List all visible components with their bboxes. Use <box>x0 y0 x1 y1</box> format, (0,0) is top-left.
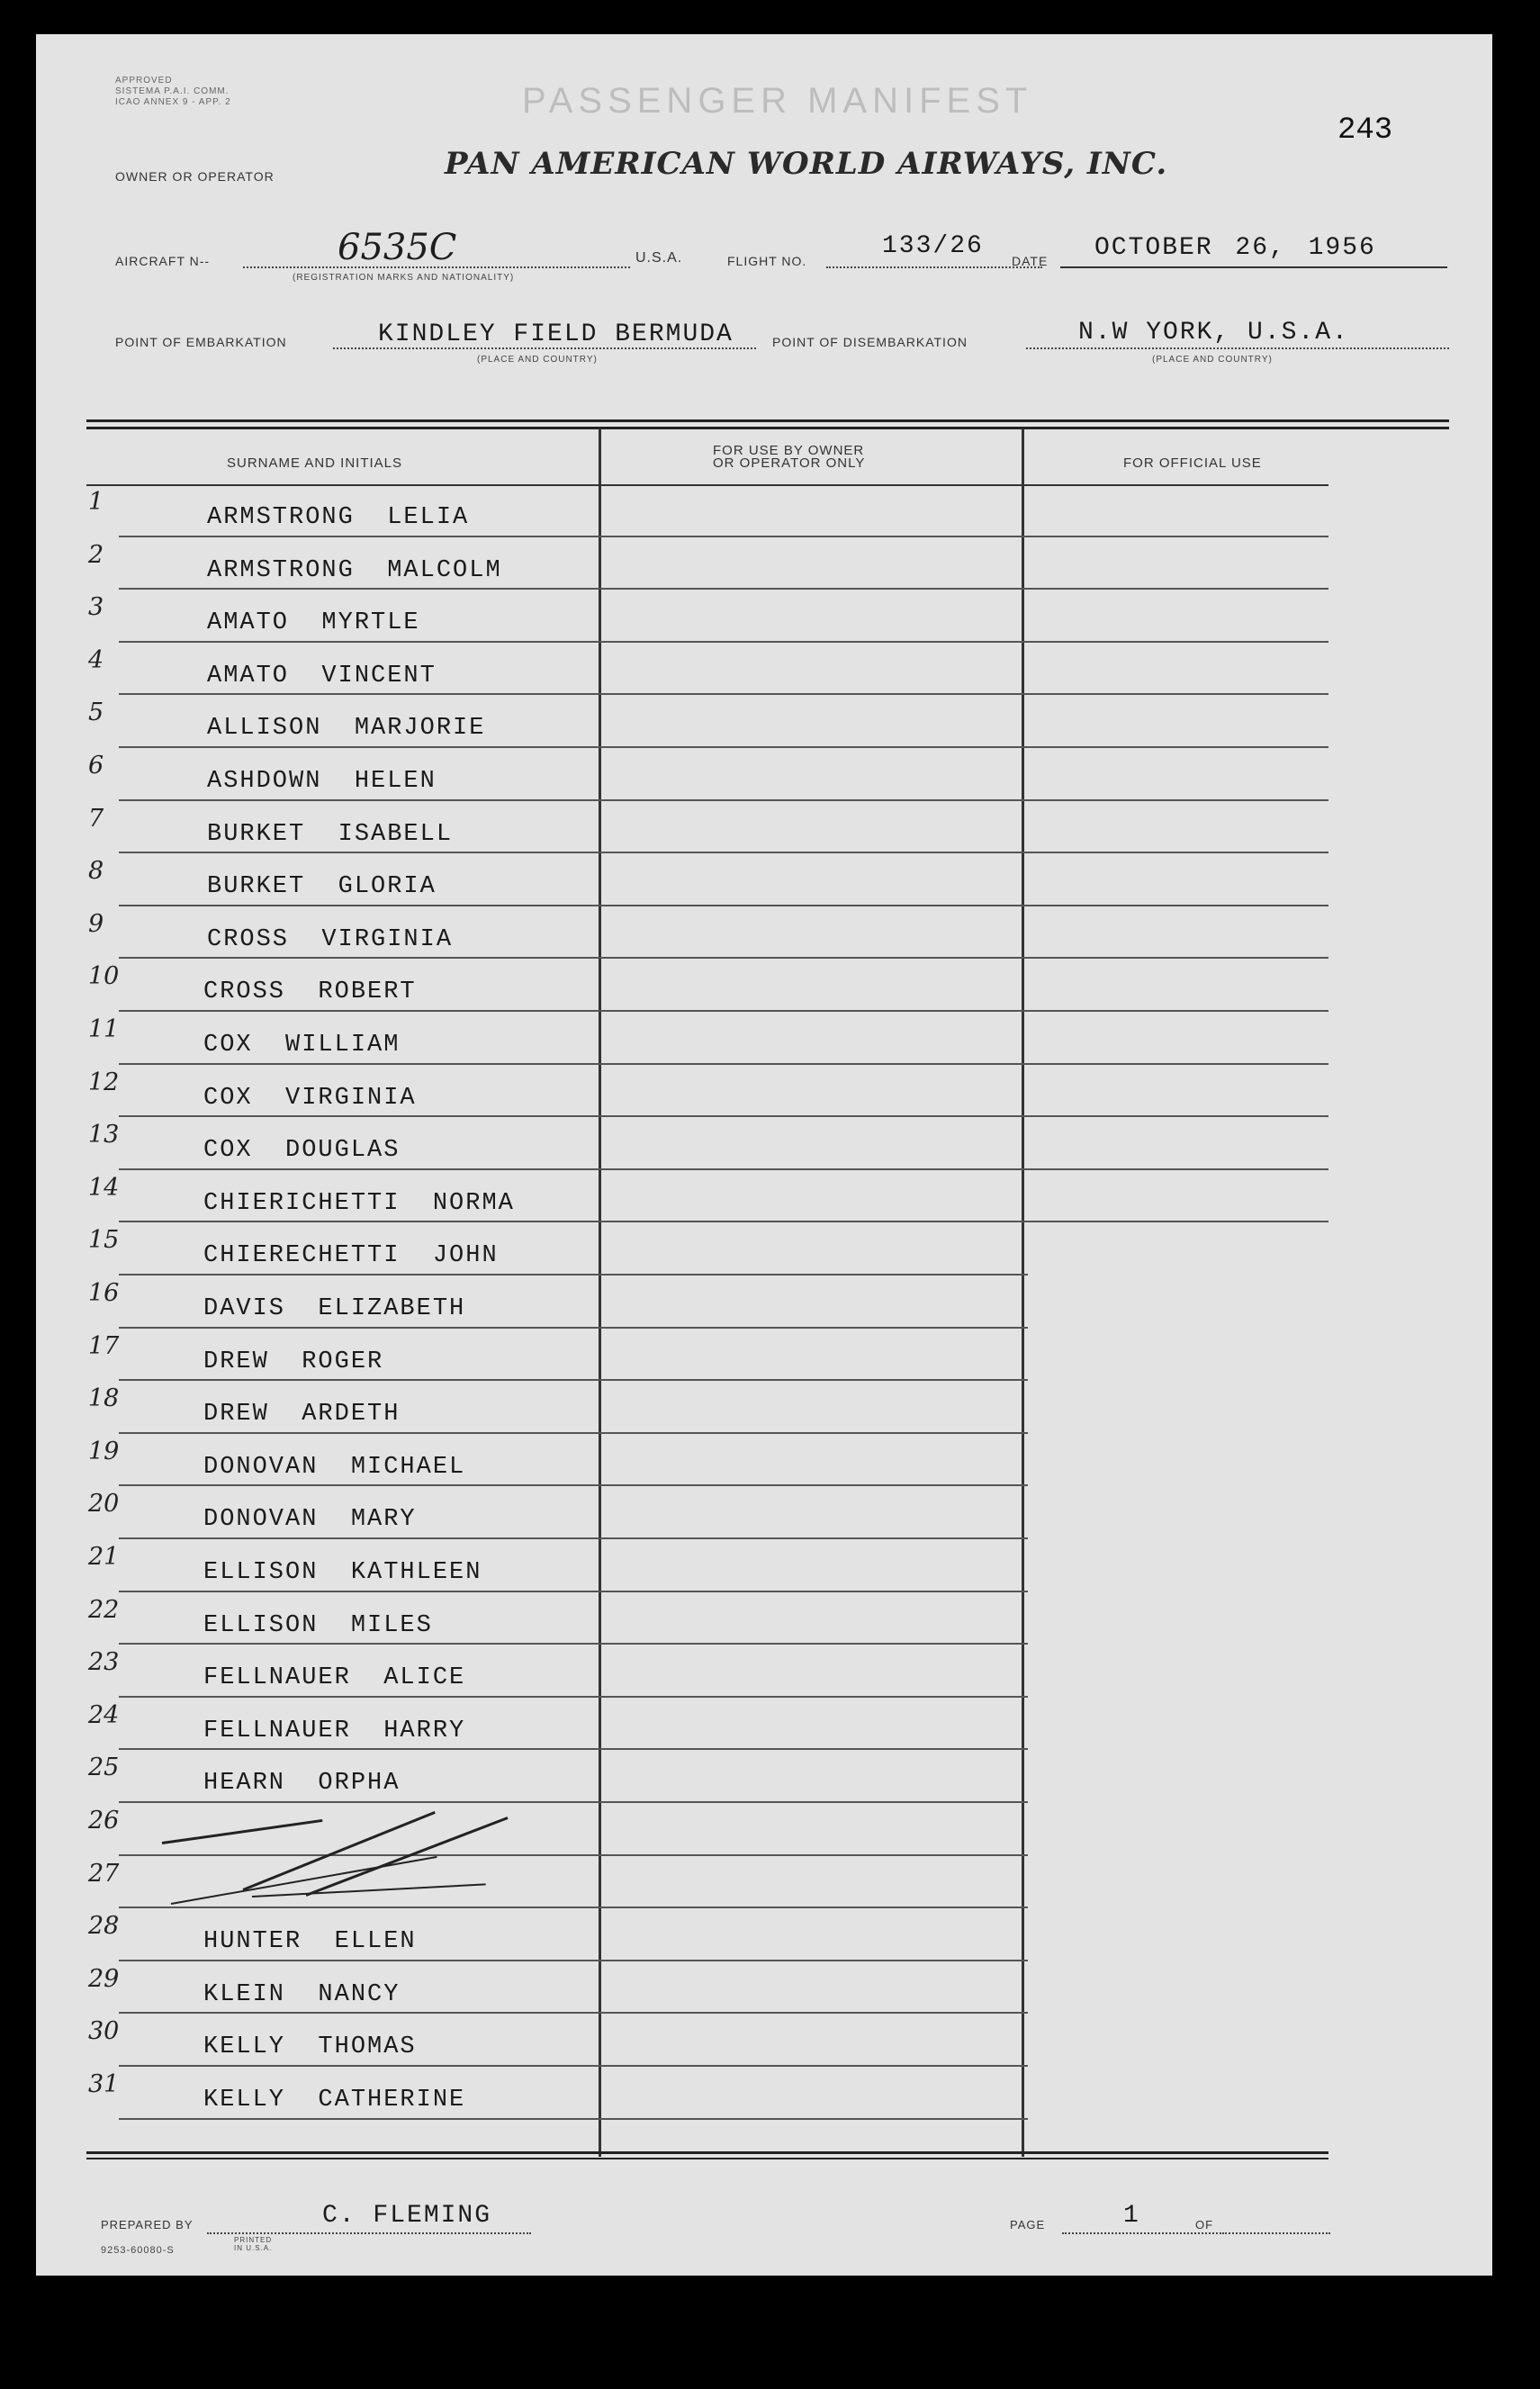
row-number: 24 <box>88 1700 120 1729</box>
passenger-name: FELLNAUER HARRY <box>203 1717 466 1744</box>
row-rule <box>119 2118 1028 2120</box>
row-number: 22 <box>88 1595 120 1624</box>
row-number: 27 <box>88 1859 120 1888</box>
row-rule <box>119 693 1328 695</box>
row-number: 26 <box>88 1807 120 1835</box>
row-rule <box>119 1696 1028 1698</box>
table-bottom-rule-2 <box>86 2158 1328 2159</box>
row-number: 9 <box>88 909 104 938</box>
passenger-name: COX VIRGINIA <box>203 1084 417 1112</box>
passenger-name: HEARN ORPHA <box>203 1770 401 1798</box>
row-number: 6 <box>88 752 104 780</box>
prepared-value: C. FLEMING <box>322 2202 492 2230</box>
row-number: 21 <box>88 1543 120 1571</box>
row-number: 11 <box>88 1015 120 1043</box>
row-rule <box>119 1274 1028 1276</box>
approval-stamp <box>115 76 231 108</box>
row-number: 3 <box>88 593 104 622</box>
row-number: 14 <box>88 1173 120 1202</box>
passenger-name: KELLY THOMAS <box>203 2033 417 2061</box>
date-label: DATE <box>1012 254 1049 268</box>
stamp-line-3: ICAO ANNEX 9 - APP. 2 <box>115 97 231 107</box>
row-rule <box>119 1432 1028 1434</box>
row-rule <box>119 1801 1028 1803</box>
passenger-name: ALLISON MARJORIE <box>207 715 486 743</box>
passenger-name: CHIERICHETTI NORMA <box>203 1189 515 1217</box>
passenger-name: COX DOUGLAS <box>203 1137 401 1165</box>
passenger-name: FELLNAUER ALICE <box>203 1664 466 1692</box>
row-rule <box>119 588 1328 590</box>
row-rule <box>119 957 1328 959</box>
stamp-line-2: SISTEMA P.A.I. COMM. <box>115 86 230 96</box>
col3-header: FOR OFFICIAL USE <box>1123 455 1262 471</box>
passenger-name: ELLISON KATHLEEN <box>203 1559 482 1586</box>
usa-label: U.S.A. <box>635 250 683 266</box>
passenger-name: BURKET GLORIA <box>207 873 437 901</box>
passenger-name: DREW ARDETH <box>203 1401 401 1429</box>
row-number: 23 <box>88 1648 120 1677</box>
stamp-line-1: APPROVED <box>115 76 173 86</box>
passenger-name: CROSS VIRGINIA <box>207 925 454 953</box>
prepared-label: PREPARED BY <box>101 2218 194 2231</box>
row-rule <box>119 641 1328 643</box>
passenger-name: ELLISON MILES <box>203 1611 433 1639</box>
cancel-mark-5 <box>252 1883 486 1898</box>
passenger-name: DAVIS ELIZABETH <box>203 1295 466 1322</box>
form-code: 9253-60080-S <box>101 2245 175 2256</box>
flight-value: 133/26 <box>882 232 984 260</box>
row-number: 15 <box>88 1226 120 1255</box>
page-label: PAGE <box>1010 2218 1046 2231</box>
date-value: OCTOBER 26, 1956 <box>1094 234 1376 262</box>
row-number: 17 <box>88 1331 120 1360</box>
row-number: 19 <box>88 1437 120 1465</box>
row-rule <box>119 799 1328 801</box>
printed-mark: PRINTED IN U.S.A. <box>234 2236 273 2252</box>
passenger-name: KLEIN NANCY <box>203 1980 401 2008</box>
row-rule <box>119 1854 1028 1856</box>
row-rule <box>119 1221 1328 1222</box>
row-number: 31 <box>88 2070 120 2098</box>
aircraft-label: AIRCRAFT N-- <box>115 254 211 268</box>
passenger-name: DONOVAN MARY <box>203 1506 417 1534</box>
column-divider-2 <box>1022 428 1024 2157</box>
row-rule <box>119 536 1328 537</box>
row-number: 8 <box>88 857 104 886</box>
row-rule <box>119 1379 1028 1381</box>
page-value: 1 <box>1123 2202 1140 2230</box>
row-number: 13 <box>88 1121 120 1149</box>
passenger-name: ASHDOWN HELEN <box>207 768 437 795</box>
embark-value: KINDLEY FIELD BERMUDA <box>378 320 734 348</box>
col2-header-line1: FOR USE BY OWNER <box>713 443 865 458</box>
passenger-name: AMATO VINCENT <box>207 662 437 690</box>
row-rule <box>119 1010 1328 1012</box>
table-top-rule <box>86 419 1449 422</box>
row-rule <box>119 1537 1028 1539</box>
row-number: 5 <box>88 699 104 727</box>
table-bottom-rule <box>86 2151 1328 2154</box>
page-number: 243 <box>1337 113 1393 148</box>
row-rule <box>119 1643 1028 1645</box>
passenger-name: HUNTER ELLEN <box>203 1928 417 1956</box>
row-rule <box>119 1063 1328 1065</box>
row-number: 7 <box>88 804 104 833</box>
row-number: 30 <box>88 2017 120 2046</box>
header-rule <box>86 484 1328 486</box>
row-number: 16 <box>88 1279 120 1307</box>
row-rule <box>119 1484 1028 1486</box>
cancel-mark-1 <box>162 1819 323 1844</box>
row-rule <box>119 1115 1328 1117</box>
table-top-rule-2 <box>86 427 1449 429</box>
disembark-value: N.W YORK, U.S.A. <box>1078 319 1349 347</box>
passenger-name: COX WILLIAM <box>203 1032 401 1059</box>
row-number: 28 <box>88 1912 120 1941</box>
row-rule <box>119 1327 1028 1329</box>
row-rule <box>119 852 1328 853</box>
row-number: 4 <box>88 645 104 674</box>
cancel-mark-2 <box>242 1811 435 1891</box>
manifest-sheet <box>36 34 1492 2276</box>
row-rule <box>119 1748 1028 1750</box>
passenger-name: AMATO MYRTLE <box>207 609 420 637</box>
row-number: 10 <box>88 962 120 991</box>
row-rule <box>119 2012 1028 2014</box>
passenger-name: BURKET ISABELL <box>207 820 454 848</box>
passenger-name: CHIERECHETTI JOHN <box>203 1242 499 1270</box>
column-divider-1 <box>599 428 601 2157</box>
col2-header-line2: OR OPERATOR ONLY <box>713 455 866 471</box>
row-rule <box>119 2065 1028 2067</box>
embark-note: (PLACE AND COUNTRY) <box>477 355 598 365</box>
owner-label: OWNER OR OPERATOR <box>115 169 275 184</box>
row-number: 29 <box>88 1964 120 1993</box>
row-rule <box>119 1591 1028 1592</box>
manifest-title: PASSENGER MANIFEST <box>522 81 1033 121</box>
row-number: 12 <box>88 1068 120 1096</box>
flight-label: FLIGHT NO. <box>727 254 807 268</box>
of-label: OF <box>1195 2218 1214 2231</box>
passenger-name: ARMSTRONG MALCOLM <box>207 556 502 584</box>
passenger-name: CROSS ROBERT <box>203 978 417 1006</box>
passenger-name: DONOVAN MICHAEL <box>203 1453 466 1481</box>
disembark-note: (PLACE AND COUNTRY) <box>1152 355 1273 365</box>
row-number: 18 <box>88 1384 120 1413</box>
row-number: 25 <box>88 1753 120 1782</box>
row-number: 20 <box>88 1490 120 1519</box>
row-number: 1 <box>88 488 104 516</box>
owner-value: PAN AMERICAN WORLD AIRWAYS, INC. <box>445 146 1168 182</box>
disembark-label: POINT OF DISEMBARKATION <box>772 335 968 349</box>
passenger-name: DREW ROGER <box>203 1348 384 1375</box>
aircraft-note: (REGISTRATION MARKS AND NATIONALITY) <box>293 273 515 283</box>
row-rule <box>119 1960 1028 1961</box>
passenger-name: KELLY CATHERINE <box>203 2087 466 2114</box>
row-rule <box>119 1907 1028 1908</box>
passenger-name: ARMSTRONG LELIA <box>207 504 470 531</box>
row-number: 2 <box>88 540 104 569</box>
row-rule <box>119 905 1328 906</box>
embark-label: POINT OF EMBARKATION <box>115 335 287 349</box>
aircraft-value: 6535C <box>338 227 457 268</box>
row-rule <box>119 746 1328 748</box>
col1-header: SURNAME AND INITIALS <box>227 455 403 471</box>
row-rule <box>119 1168 1328 1170</box>
